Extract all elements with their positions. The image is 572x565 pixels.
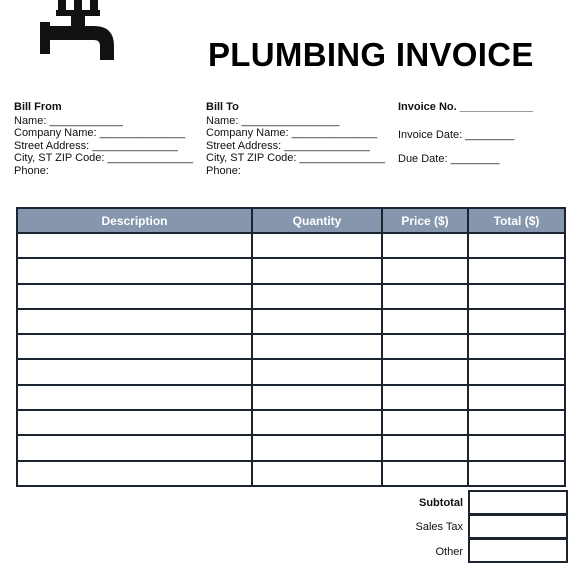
other-field[interactable] xyxy=(468,538,568,563)
table-row xyxy=(17,309,565,334)
table-row xyxy=(17,334,565,359)
quantity-cell[interactable] xyxy=(252,461,382,486)
total-cell[interactable] xyxy=(468,258,565,283)
bill-to-company-field[interactable]: Company Name: ______________ xyxy=(206,127,378,140)
price-cell[interactable] xyxy=(382,284,468,309)
bill-to-city-field[interactable]: City, ST ZIP Code: ______________ xyxy=(206,152,386,165)
description-cell[interactable] xyxy=(17,461,252,486)
quantity-cell[interactable] xyxy=(252,309,382,334)
price-cell[interactable] xyxy=(382,385,468,410)
total-cell[interactable] xyxy=(468,309,565,334)
bill-to-phone-field[interactable]: Phone: xyxy=(206,164,241,177)
invoice-date-field[interactable]: Invoice Date: ________ xyxy=(398,129,515,141)
quantity-cell[interactable] xyxy=(252,410,382,435)
line-items-table xyxy=(16,207,566,487)
column-header-price: Price ($) xyxy=(382,208,468,233)
quantity-cell[interactable] xyxy=(252,435,382,460)
table-row xyxy=(17,233,565,258)
sales-tax-field[interactable] xyxy=(468,514,568,539)
table-row xyxy=(17,258,565,283)
bill-from-block xyxy=(14,101,193,178)
total-cell[interactable] xyxy=(468,334,565,359)
bill-from-city-field[interactable]: City, ST ZIP Code: ______________ xyxy=(14,152,194,165)
price-cell[interactable] xyxy=(382,258,468,283)
description-cell[interactable] xyxy=(17,410,252,435)
bill-to-name-field[interactable]: Name: ________________ xyxy=(206,114,340,127)
faucet-icon xyxy=(38,0,118,62)
table-row xyxy=(17,461,565,486)
bill-from-company-field[interactable]: Company Name: ______________ xyxy=(14,127,186,140)
column-header-description: Description xyxy=(17,208,252,233)
description-cell[interactable] xyxy=(17,258,252,283)
description-cell[interactable] xyxy=(17,385,252,410)
price-cell[interactable] xyxy=(382,461,468,486)
price-cell[interactable] xyxy=(382,359,468,384)
table-row xyxy=(17,385,565,410)
description-cell[interactable] xyxy=(17,359,252,384)
bill-from-street-field[interactable]: Street Address: ______________ xyxy=(14,139,178,152)
table-header-row xyxy=(17,208,565,233)
price-cell[interactable] xyxy=(382,233,468,258)
invoice-number-field[interactable]: Invoice No. ____________ xyxy=(398,101,534,113)
total-cell[interactable] xyxy=(468,435,565,460)
description-cell[interactable] xyxy=(17,233,252,258)
invoice-title: PLUMBING INVOICE xyxy=(208,36,534,73)
price-cell[interactable] xyxy=(382,435,468,460)
price-cell[interactable] xyxy=(382,334,468,359)
quantity-cell[interactable] xyxy=(252,359,382,384)
quantity-cell[interactable] xyxy=(252,233,382,258)
bill-to-heading: Bill To xyxy=(206,101,239,113)
bill-from-name-field[interactable]: Name: ____________ xyxy=(14,114,123,127)
table-row xyxy=(17,410,565,435)
column-header-total: Total ($) xyxy=(468,208,565,233)
quantity-cell[interactable] xyxy=(252,334,382,359)
description-cell[interactable] xyxy=(17,334,252,359)
description-cell[interactable] xyxy=(17,309,252,334)
subtotal-field[interactable] xyxy=(468,490,568,515)
sales-tax-label: Sales Tax xyxy=(415,521,463,533)
price-cell[interactable] xyxy=(382,309,468,334)
quantity-cell[interactable] xyxy=(252,258,382,283)
total-cell[interactable] xyxy=(468,233,565,258)
bill-to-block xyxy=(206,101,385,178)
total-cell[interactable] xyxy=(468,385,565,410)
quantity-cell[interactable] xyxy=(252,385,382,410)
price-cell[interactable] xyxy=(382,410,468,435)
bill-from-heading: Bill From xyxy=(14,101,62,113)
total-cell[interactable] xyxy=(468,359,565,384)
table-row xyxy=(17,359,565,384)
total-cell[interactable] xyxy=(468,284,565,309)
description-cell[interactable] xyxy=(17,284,252,309)
table-row xyxy=(17,284,565,309)
bill-to-street-field[interactable]: Street Address: ______________ xyxy=(206,139,370,152)
column-header-quantity: Quantity xyxy=(252,208,382,233)
quantity-cell[interactable] xyxy=(252,284,382,309)
other-label: Other xyxy=(435,546,463,558)
description-cell[interactable] xyxy=(17,435,252,460)
subtotal-label: Subtotal xyxy=(419,497,463,509)
due-date-field[interactable]: Due Date: ________ xyxy=(398,153,500,165)
total-cell[interactable] xyxy=(468,461,565,486)
bill-from-phone-field[interactable]: Phone: xyxy=(14,164,49,177)
total-cell[interactable] xyxy=(468,410,565,435)
table-row xyxy=(17,435,565,460)
